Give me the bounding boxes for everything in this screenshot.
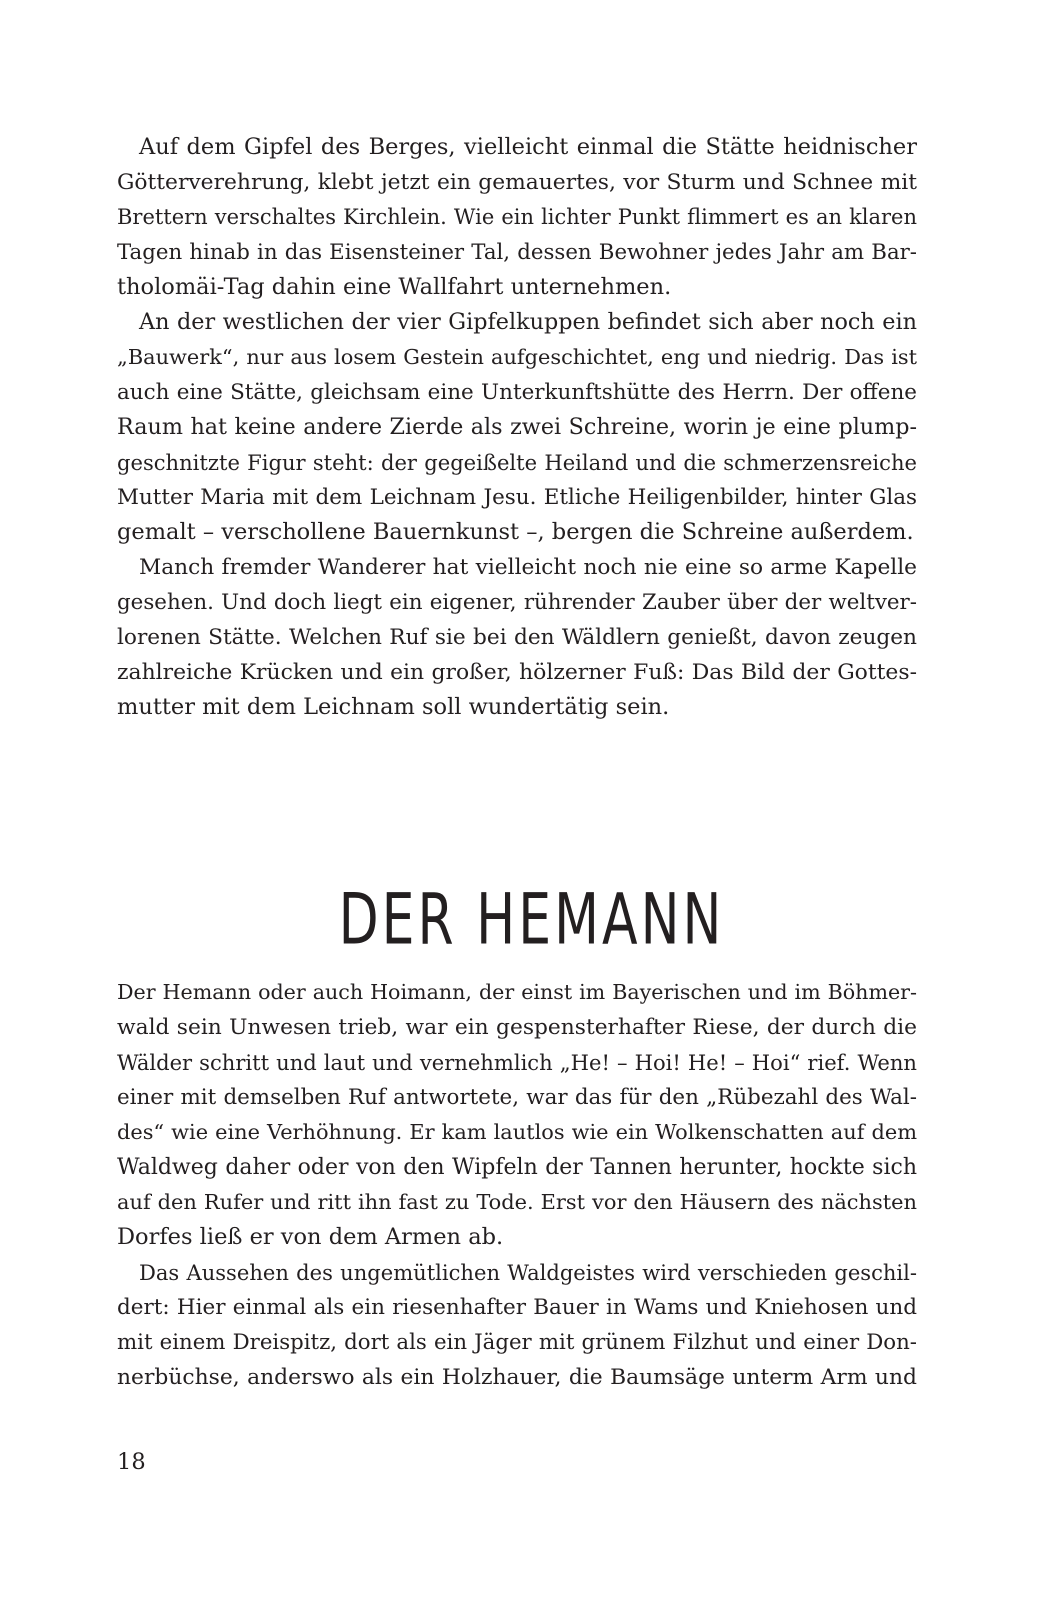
text-line: „Bauwerk“, nur aus losem Gestein aufgeschichtet, eng und niedrig. Das ist	[117, 345, 917, 369]
text-line: dert: Hier einmal als ein riesenhafter Bauer in Wams und Kniehosen und	[117, 1295, 917, 1320]
text-line: Dorfes ließ er von dem Armen ab.	[117, 1224, 504, 1250]
text-line: zahlreiche Krücken und ein großer, hölzerner Fuß: Das Bild der Gottes-	[117, 660, 917, 685]
text-line: geschnitzte Figur steht: der gegeißelte Heiland und die schmerzensreiche	[117, 450, 917, 475]
chapter-title: DER HEMANN	[338, 879, 725, 961]
text-section-2	[117, 975, 917, 1395]
text-line: Brettern verschaltes Kirchlein. Wie ein lichter Punkt flimmert es an klaren	[117, 205, 917, 229]
text-line: Das Aussehen des ungemütlichen Waldgeistes wird verschieden geschil-	[139, 1260, 917, 1285]
text-line: Der Hemann oder auch Hoimann, der einst im Bayerischen und im Böhmer-	[117, 980, 917, 1004]
text-line: tholomäi-Tag dahin eine Wallfahrt unternehmen.	[117, 274, 672, 300]
text-line: Mutter Maria mit dem Leichnam Jesu. Etliche Heiligenbilder, hinter Glas	[117, 485, 917, 510]
text-line: nerbüchse, anderswo als ein Holzhauer, die Baumsäge unterm Arm und	[117, 1365, 917, 1390]
text-line: An der westlichen der vier Gipfelkuppen befindet sich aber noch ein	[139, 309, 917, 335]
text-line: Wälder schritt und laut und vernehmlich „He! – Hoi! He! – Hoi“ rief. Wenn	[117, 1050, 917, 1075]
text-line: wald sein Unwesen trieb, war ein gespensterhafter Riese, der durch die	[117, 1015, 917, 1040]
page-number: 18	[117, 1449, 146, 1475]
text-line: mutter mit dem Leichnam soll wundertätig sein.	[117, 694, 670, 720]
text-line: Manch fremder Wanderer hat vielleicht noch nie eine so arme Kapelle	[139, 555, 917, 580]
text-line: gemalt – verschollene Bauernkunst –, bergen die Schreine außerdem.	[117, 519, 914, 545]
text-line: mit einem Dreispitz, dort als ein Jäger mit grünem Filzhut und einer Don-	[117, 1330, 917, 1355]
text-line: Raum hat keine andere Zierde als zwei Schreine, worin je eine plump-	[117, 414, 917, 440]
text-line: auf den Rufer und ritt ihn fast zu Tode. Erst vor den Häusern des nächsten	[117, 1190, 917, 1214]
text-line: auch eine Stätte, gleichsam eine Unterkunftshütte des Herrn. Der offene	[117, 380, 917, 405]
text-line: des“ wie eine Verhöhnung. Er kam lautlos wie ein Wolkenschatten auf dem	[117, 1120, 917, 1144]
text-line: Waldweg daher oder von den Wipfeln der Tannen herunter, hockte sich	[117, 1155, 917, 1180]
text-line: Tagen hinab in das Eisensteiner Tal, dessen Bewohner jedes Jahr am Bar-	[117, 240, 917, 265]
text-section-1	[117, 130, 917, 725]
text-line: Auf dem Gipfel des Berges, vielleicht einmal die Stätte heidnischer	[139, 134, 917, 160]
text-line: einer mit demselben Ruf antwortete, war das für den „Rübezahl des Wal-	[117, 1085, 917, 1110]
text-line: gesehen. Und doch liegt ein eigener, rührender Zauber über der weltver-	[117, 590, 917, 615]
text-line: lorenen Stätte. Welchen Ruf sie bei den Wäldlern genießt, davon zeugen	[117, 625, 917, 650]
text-line: Götterverehrung, klebt jetzt ein gemauertes, vor Sturm und Schnee mit	[117, 170, 917, 195]
